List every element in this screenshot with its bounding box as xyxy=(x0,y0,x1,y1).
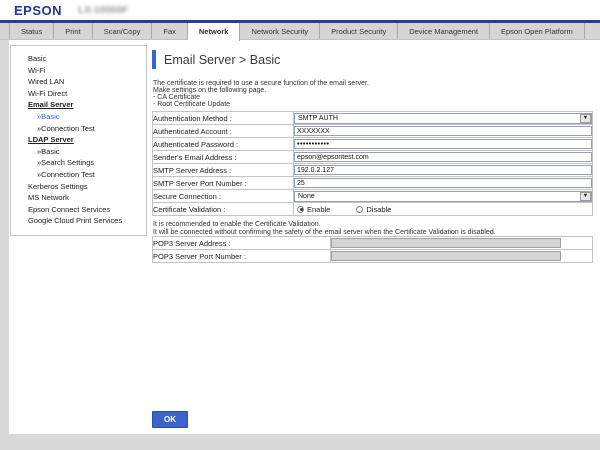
sidebar-item-ldap-connection-test[interactable]: »Connection Test xyxy=(37,169,95,179)
table-row xyxy=(153,237,593,250)
certificate-validation-note xyxy=(153,221,496,236)
sidebar-item-email-server-connection-test[interactable]: »Connection Test xyxy=(37,123,95,133)
note-line: It will be connected without confirming the safety of the email server when the Certificate Validation is disabled. xyxy=(153,228,496,236)
sidebar-menu xyxy=(10,45,147,236)
pop3-settings-table xyxy=(152,236,593,263)
table-row xyxy=(153,190,593,203)
certificate-validation-disable-radio[interactable]: Disable xyxy=(356,205,391,214)
sidebar-item-wifi-direct[interactable]: Wi-Fi Direct xyxy=(28,88,68,98)
sidebar-item-email-server[interactable]: Email Server xyxy=(28,100,74,110)
pop3-server-port-input xyxy=(331,251,561,261)
certificate-validation-label: Certificate Validation : xyxy=(153,203,294,216)
smtp-server-port-label: SMTP Server Port Number : xyxy=(153,177,294,190)
authentication-method-label: Authentication Method : xyxy=(153,112,294,125)
certificate-validation-radios xyxy=(294,205,592,214)
header xyxy=(0,0,600,20)
smtp-server-port-input[interactable] xyxy=(294,178,592,188)
tab-scan-copy[interactable]: Scan/Copy xyxy=(93,23,153,39)
pop3-server-address-input xyxy=(331,238,561,248)
table-row xyxy=(153,125,593,138)
table-row xyxy=(153,151,593,164)
page-title-text: Email Server > Basic xyxy=(164,52,281,67)
tab-bar xyxy=(0,23,600,40)
authenticated-account-input[interactable] xyxy=(294,126,592,136)
authentication-method-select[interactable]: SMTP AUTH ▼ xyxy=(294,113,592,124)
authenticated-password-label: Authenticated Password : xyxy=(153,138,294,151)
intro-text xyxy=(153,80,369,108)
tab-network[interactable]: Network xyxy=(188,23,241,41)
page-title xyxy=(152,50,280,69)
tab-network-security[interactable]: Network Security xyxy=(240,23,320,39)
tab-product-security[interactable]: Product Security xyxy=(320,23,398,39)
senders-email-address-input[interactable] xyxy=(294,152,592,162)
certificate-validation-enable-radio[interactable]: Enable xyxy=(297,205,330,214)
table-row xyxy=(153,164,593,177)
senders-email-address-label: Sender's Email Address : xyxy=(153,151,294,164)
sidebar-item-ldap-server[interactable]: LDAP Server xyxy=(28,135,74,145)
table-row xyxy=(153,112,593,125)
sidebar-item-wired-lan[interactable]: Wired LAN xyxy=(28,77,65,87)
sidebar-item-basic[interactable]: Basic xyxy=(28,54,47,63)
radio-unselected-icon xyxy=(356,206,363,213)
dropdown-arrow-icon[interactable]: ▼ xyxy=(580,114,591,123)
table-row xyxy=(153,138,593,151)
header-divider xyxy=(0,20,600,23)
tab-device-management[interactable]: Device Management xyxy=(398,23,490,39)
intro-line: - CA Certificate xyxy=(153,94,201,101)
footer-bar xyxy=(0,434,600,450)
printer-model-label: LX-10000F xyxy=(78,5,129,16)
authenticated-account-label: Authenticated Account : xyxy=(153,125,294,138)
ok-button[interactable]: OK xyxy=(152,411,188,428)
note-line: It is recommended to enable the Certificate Validation. xyxy=(153,221,321,228)
pop3-server-port-label: POP3 Server Port Number : xyxy=(153,250,331,263)
sidebar-item-email-server-basic[interactable]: »Basic xyxy=(37,111,60,121)
sidebar-item-kerberos-settings[interactable]: Kerberos Settings xyxy=(28,181,88,191)
intro-line: Make settings on the following page. xyxy=(153,87,267,94)
smtp-server-address-label: SMTP Server Address : xyxy=(153,164,294,177)
table-row xyxy=(153,203,593,216)
table-row xyxy=(153,250,593,263)
sidebar-item-wifi[interactable]: Wi-Fi xyxy=(28,65,46,75)
sidebar-item-ms-network[interactable]: MS Network xyxy=(28,193,69,203)
intro-line: - Root Certificate Update xyxy=(153,101,231,108)
intro-line: The certificate is required to use a secure function of the email server. xyxy=(153,80,369,87)
table-row xyxy=(153,177,593,190)
tab-epson-open-platform[interactable]: Epson Open Platform xyxy=(490,23,585,39)
sidebar-item-google-cloud-print-services[interactable]: Google Cloud Print Services xyxy=(28,216,123,226)
secure-connection-select[interactable]: None ▼ xyxy=(294,191,592,202)
smtp-server-address-input[interactable] xyxy=(294,165,592,175)
title-accent-bar xyxy=(152,50,156,69)
dropdown-arrow-icon[interactable]: ▼ xyxy=(580,192,591,201)
epson-logo: EPSON xyxy=(14,3,63,18)
tab-status[interactable]: Status xyxy=(9,23,54,39)
radio-selected-icon xyxy=(297,206,304,213)
authenticated-password-input[interactable] xyxy=(294,139,592,149)
sidebar-item-ldap-search-settings[interactable]: »Search Settings xyxy=(37,158,95,168)
tab-print[interactable]: Print xyxy=(54,23,92,39)
sidebar-item-epson-connect-services[interactable]: Epson Connect Services xyxy=(28,204,111,214)
email-server-settings-table xyxy=(152,111,593,216)
sidebar-item-ldap-basic[interactable]: »Basic xyxy=(37,146,60,156)
pop3-server-address-label: POP3 Server Address : xyxy=(153,237,331,250)
tab-fax[interactable]: Fax xyxy=(152,23,188,39)
secure-connection-label: Secure Connection : xyxy=(153,190,294,203)
left-gutter xyxy=(0,40,9,434)
